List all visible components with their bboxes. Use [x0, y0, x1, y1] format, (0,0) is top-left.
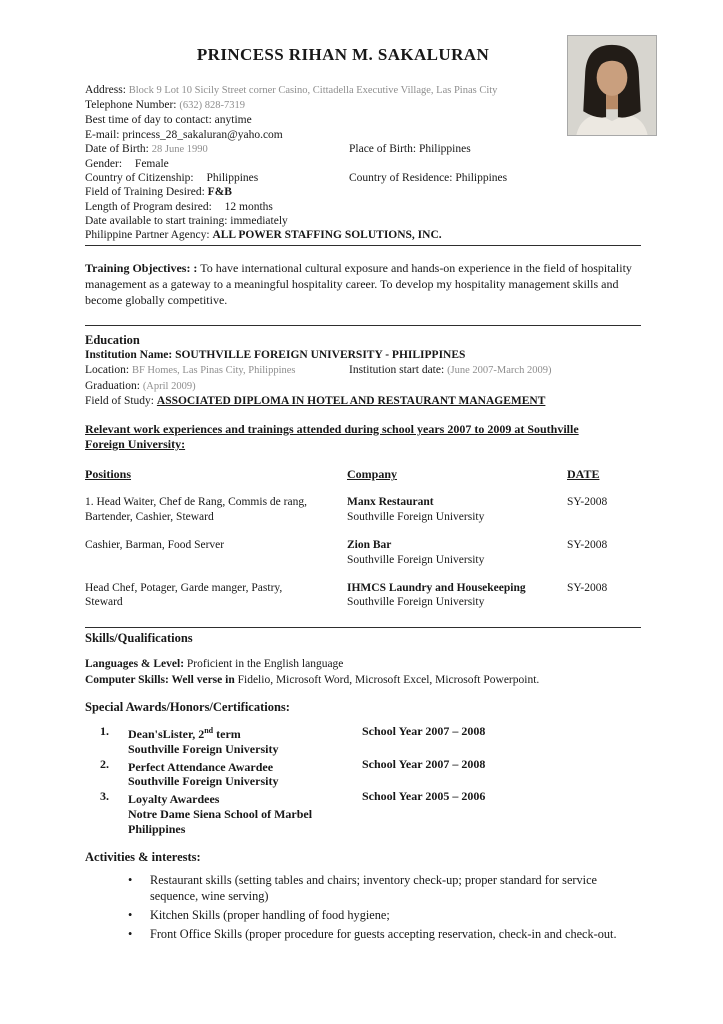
graduation-value: (April 2009) — [142, 380, 196, 392]
computer-skills-line — [85, 673, 641, 687]
gender-label: Gender: — [85, 158, 123, 171]
program-length-label: Length of Program desired: — [85, 200, 212, 213]
graduation-line — [85, 379, 641, 394]
activity-text: Restaurant skills (setting tables and chairs; inventory check-up; proper standard for service sequence, wine serving) — [150, 872, 597, 904]
personal-info-section — [85, 83, 641, 242]
row-company — [347, 538, 567, 568]
computer-skills-value: Fidelio, Microsoft Word, Microsoft Excel, Microsoft Powerpoint. — [237, 673, 540, 686]
company-name: Manx Restaurant — [347, 496, 434, 509]
telephone-line — [85, 98, 641, 113]
company-sub: Southville Foreign University — [347, 553, 485, 566]
contact-time-label: Best time of day to contact: — [85, 114, 212, 127]
activity-text: Front Office Skills (proper procedure for guests accepting reservation, check-in and check-out. — [150, 926, 617, 941]
address-line — [85, 83, 641, 98]
residence-label: Country of Residence: — [349, 172, 453, 185]
institution-value: SOUTHVILLE FOREIGN UNIVERSITY - PHILIPPINES — [175, 349, 466, 362]
award-title-block — [128, 724, 362, 757]
location-label: Location: — [85, 364, 130, 377]
row-positions: 1. Head Waiter, Chef de Rang, Commis de rang, Bartender, Cashier, Steward — [85, 496, 307, 524]
residence — [349, 171, 507, 185]
contact-time-value: anytime — [214, 114, 252, 127]
award-subtitle-2: Philippines — [128, 821, 186, 836]
citizenship-value: Philippines — [206, 172, 259, 185]
company-sub: Southville Foreign University — [347, 511, 485, 524]
graduation-label: Graduation: — [85, 379, 140, 392]
award-year: School Year 2007 – 2008 — [362, 756, 486, 771]
award-title: Loyalty Awardees — [128, 792, 220, 807]
dob-label: Date of Birth: — [85, 142, 149, 155]
email-value: princess_28_sakaluran@yaho.com — [122, 128, 283, 141]
field-of-study-label: Field of Study: — [85, 394, 155, 407]
location-line — [85, 363, 641, 378]
citizenship — [85, 171, 349, 185]
column-positions: Positions — [85, 467, 132, 482]
row-positions: Cashier, Barman, Food Server — [85, 539, 225, 552]
activities-heading: Activities & interests: — [85, 849, 201, 864]
languages-value: Proficient in the English language — [186, 658, 344, 671]
company-name: IHMCS Laundry and Housekeeping — [347, 581, 526, 594]
divider — [85, 325, 641, 326]
languages-line — [85, 657, 641, 673]
award-number: 3. — [100, 789, 109, 804]
award-subtitle: Notre Dame Siena School of Marbel — [128, 806, 313, 821]
award-title-block — [128, 789, 362, 836]
award-title-sup: nd — [204, 725, 214, 735]
list-item — [85, 926, 641, 943]
start-date-line — [85, 214, 641, 228]
computer-skills-label: Computer Skills: Well verse in — [85, 673, 235, 686]
languages-label: Languages & Level: — [85, 658, 185, 671]
award-subtitle: Southville Foreign University — [128, 774, 279, 789]
education-section — [85, 332, 641, 409]
training-objectives — [85, 260, 641, 308]
award-title-block — [128, 757, 362, 790]
award-subtitle: Southville Foreign University — [128, 741, 279, 756]
awards-list — [85, 724, 641, 837]
gender-value: Female — [134, 158, 169, 171]
institution-line — [85, 348, 641, 363]
field-training-line — [85, 185, 641, 199]
address-label: Address: — [85, 84, 126, 96]
list-item — [85, 724, 641, 757]
agency-line — [85, 228, 641, 242]
table-row — [85, 495, 641, 525]
inst-start-label: Institution start date: — [349, 364, 445, 377]
divider — [85, 627, 641, 628]
dob-value: 28 June 1990 — [151, 143, 208, 155]
work-table-header — [85, 467, 641, 482]
agency-value: ALL POWER STAFFING SOLUTIONS, INC. — [212, 229, 442, 242]
pob-label: Place of Birth: — [349, 142, 417, 155]
row-positions: Head Chef, Potager, Garde manger, Pastry, Steward — [85, 581, 283, 609]
award-title: Perfect Attendance Awardee — [128, 759, 274, 774]
activities-list — [85, 872, 641, 943]
inst-start-value: (June 2007-March 2009) — [447, 365, 552, 377]
row-date: SY-2008 — [567, 581, 608, 594]
award-title: Dean'sLister, 2 — [128, 726, 205, 741]
bullet-icon: • — [128, 908, 133, 923]
country-line — [85, 171, 641, 185]
applicant-photo-illustration — [568, 36, 656, 135]
field-of-study-line — [85, 394, 641, 409]
program-length-line — [85, 200, 641, 214]
contact-time-line — [85, 113, 641, 127]
date-of-birth — [85, 142, 349, 157]
field-training-label: Field of Training Desired: — [85, 186, 205, 199]
agency-label: Philippine Partner Agency: — [85, 229, 210, 242]
telephone-value: (632) 828-7319 — [179, 100, 245, 112]
location — [85, 363, 349, 378]
start-date-label: Date available to start training: — [85, 214, 228, 227]
award-number: 1. — [100, 723, 109, 738]
applicant-name: PRINCESS RIHAN M. SAKALURAN — [196, 45, 490, 64]
pob-value: Philippines — [418, 142, 471, 155]
award-year: School Year 2007 – 2008 — [362, 723, 486, 738]
divider — [85, 245, 641, 246]
company-sub: Southville Foreign University — [347, 596, 485, 609]
award-title-post: term — [213, 726, 241, 741]
company-name: Zion Bar — [347, 539, 392, 552]
row-date: SY-2008 — [567, 539, 608, 552]
award-year: School Year 2005 – 2006 — [362, 789, 486, 804]
start-date-value: immediately — [230, 214, 288, 227]
activity-text: Kitchen Skills (proper handling of food hygiene; — [150, 908, 390, 923]
awards-heading: Special Awards/Honors/Certifications: — [85, 699, 290, 714]
work-experience-intro: Relevant work experiences and trainings attended during school years 2007 to 2009 at Southville Foreign University: — [85, 422, 579, 452]
institution-start — [349, 363, 551, 378]
birth-line — [85, 142, 641, 157]
skills-heading: Skills/Qualifications — [85, 631, 193, 646]
education-heading: Education — [85, 333, 140, 348]
citizenship-label: Country of Citizenship: — [85, 172, 194, 185]
award-number: 2. — [100, 756, 109, 771]
column-date: DATE — [567, 467, 600, 482]
table-row — [85, 538, 641, 568]
list-item — [85, 757, 641, 790]
institution-label: Institution Name: — [85, 349, 173, 362]
field-training-value: F&B — [207, 186, 232, 199]
place-of-birth — [349, 142, 471, 157]
address-value: Block 9 Lot 10 Sicily Street corner Casino, Cittadella Executive Village, Las Pinas City — [128, 85, 498, 96]
table-row — [85, 581, 641, 611]
field-of-study-value: ASSOCIATED DIPLOMA IN HOTEL AND RESTAURANT MANAGEMENT — [156, 394, 546, 407]
list-item — [85, 789, 641, 836]
gender-line — [85, 157, 641, 171]
bullet-icon: • — [128, 872, 133, 887]
objectives-text: To have international cultural exposure and hands-on experience in the field of hospitality management as a gateway to a meaningful hospitality career. To develop my hospitality management skills and become globally competitive. — [85, 261, 632, 308]
bullet-icon: • — [128, 926, 133, 941]
row-company — [347, 581, 567, 611]
column-company: Company — [347, 467, 398, 482]
row-company — [347, 495, 567, 525]
applicant-photo — [567, 35, 657, 136]
residence-value: Philippines — [455, 172, 508, 185]
email-line — [85, 128, 641, 142]
location-value: BF Homes, Las Pinas City, Philippines — [131, 365, 296, 377]
program-length-value: 12 months — [224, 200, 273, 213]
telephone-label: Telephone Number: — [85, 99, 177, 112]
email-label: E-mail: — [85, 128, 120, 141]
list-item — [85, 872, 641, 906]
list-item — [85, 907, 641, 924]
objectives-label: Training Objectives: : — [85, 261, 198, 276]
row-date: SY-2008 — [567, 496, 608, 509]
